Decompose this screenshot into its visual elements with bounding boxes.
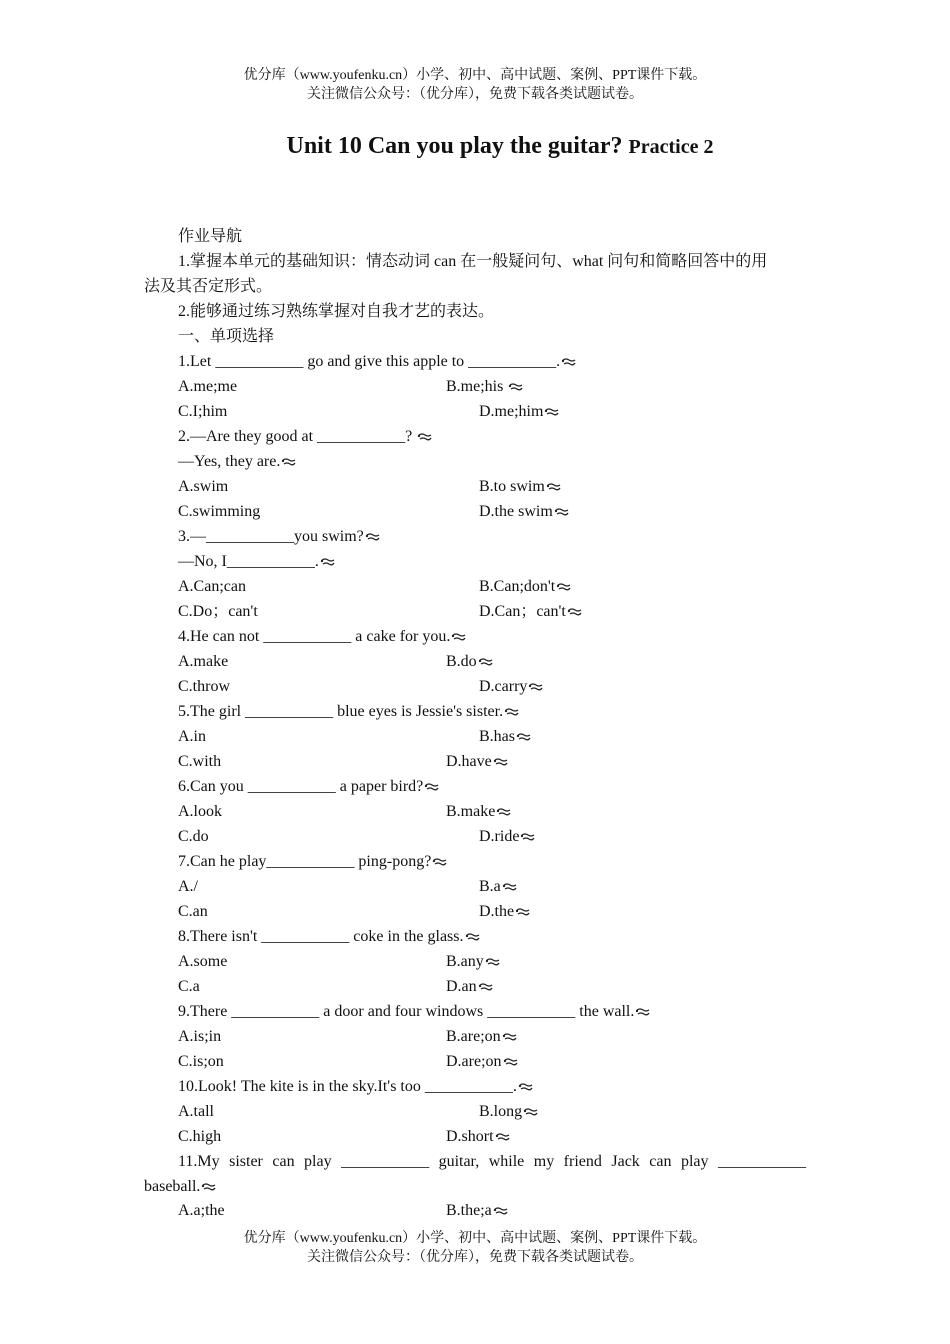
option: B.do xyxy=(446,652,494,672)
option: C.high xyxy=(178,1128,222,1145)
paragraph-mark-icon xyxy=(518,1082,534,1092)
guide-item-1: 1.掌握本单元的基础知识：情态动词 can 在一般疑问句、what 问句和简略回答中的用 xyxy=(178,253,768,270)
paragraph-mark-icon xyxy=(485,957,501,967)
option: A.Can;can xyxy=(178,578,246,595)
option: D.Can；can't xyxy=(479,602,583,622)
option: C.is;on xyxy=(178,1053,224,1070)
page-footer-line-1: 优分库（www.youfenku.cn）小学、初中、高中试题、案例、PPT课件下载。 xyxy=(243,1231,707,1246)
option: B.long xyxy=(479,1102,539,1122)
question-stem: 3.—___________you swim? xyxy=(178,527,381,547)
option: B.to swim xyxy=(479,477,562,497)
question-stem-cont: baseball. xyxy=(144,1177,217,1197)
question-stem: 11.My sister can play ___________ guitar, while my friend Jack can play ___________ xyxy=(178,1153,806,1170)
option: C.throw xyxy=(178,678,230,695)
title-sub: Practice 2 xyxy=(628,136,714,158)
paragraph-mark-icon xyxy=(508,382,524,392)
option: C.a xyxy=(178,978,200,995)
paragraph-mark-icon xyxy=(496,807,512,817)
option: B.Can;don't xyxy=(479,577,572,597)
option: A.is;in xyxy=(178,1028,222,1045)
option: B.any xyxy=(446,952,501,972)
paragraph-mark-icon xyxy=(478,657,494,667)
option: C.swimming xyxy=(178,503,261,520)
paragraph-mark-icon xyxy=(417,432,433,442)
paragraph-mark-icon xyxy=(635,1007,651,1017)
paragraph-mark-icon xyxy=(544,407,560,417)
paragraph-mark-icon xyxy=(201,1182,217,1192)
question-stem: 8.There isn't ___________ coke in the glass. xyxy=(178,927,481,947)
option: B.are;on xyxy=(446,1027,518,1047)
page-footer-line-2: 关注微信公众号：（优分库），免费下载各类试题试卷。 xyxy=(307,1250,643,1265)
paragraph-mark-icon xyxy=(502,882,518,892)
paragraph-mark-icon xyxy=(556,582,572,592)
paragraph-mark-icon xyxy=(451,632,467,642)
option: D.ride xyxy=(479,827,536,847)
paragraph-mark-icon xyxy=(504,707,520,717)
question-stem: 9.There ___________ a door and four windows ___________ the wall. xyxy=(178,1002,651,1022)
option: B.make xyxy=(446,802,512,822)
paragraph-mark-icon xyxy=(503,1057,519,1067)
option: D.me;him xyxy=(479,402,560,422)
guide-heading: 作业导航 xyxy=(178,228,243,245)
question-stem: 4.He can not ___________ a cake for you. xyxy=(178,627,467,647)
paragraph-mark-icon xyxy=(465,932,481,942)
paragraph-mark-icon xyxy=(495,1132,511,1142)
option: C.an xyxy=(178,903,208,920)
paragraph-mark-icon xyxy=(515,907,531,917)
option: D.have xyxy=(446,752,509,772)
paragraph-mark-icon xyxy=(561,357,577,367)
option: A.swim xyxy=(178,478,229,495)
section-heading: 一、单项选择 xyxy=(178,328,275,345)
question-stem: 10.Look! The kite is in the sky.It's too ___________. xyxy=(178,1077,534,1097)
page-header-line-2: 关注微信公众号：（优分库），免费下载各类试题试卷。 xyxy=(307,87,643,102)
paragraph-mark-icon xyxy=(365,532,381,542)
paragraph-mark-icon xyxy=(546,482,562,492)
paragraph-mark-icon xyxy=(520,832,536,842)
option: A.make xyxy=(178,653,229,670)
paragraph-mark-icon xyxy=(528,682,544,692)
option: A.some xyxy=(178,953,228,970)
guide-item-1-cont: 法及其否定形式。 xyxy=(144,278,273,295)
option: A.look xyxy=(178,803,222,820)
option: D.short xyxy=(446,1127,511,1147)
paragraph-mark-icon xyxy=(424,782,440,792)
option: A.tall xyxy=(178,1103,214,1120)
question-stem: 1.Let ___________ go and give this apple to ___________. xyxy=(178,352,577,372)
option: D.an xyxy=(446,977,494,997)
question-stem: 2.—Are they good at ___________? xyxy=(178,427,433,447)
option: A.in xyxy=(178,728,206,745)
option: B.me;his xyxy=(446,377,524,397)
question-stem: 7.Can he play___________ ping-pong? xyxy=(178,852,448,872)
option: D.are;on xyxy=(446,1052,519,1072)
option: A.a;the xyxy=(178,1202,225,1219)
paragraph-mark-icon xyxy=(516,732,532,742)
paragraph-mark-icon xyxy=(478,982,494,992)
page-title xyxy=(0,133,950,160)
option: C.do xyxy=(178,828,209,845)
option: C.I;him xyxy=(178,403,228,420)
question-stem: 5.The girl ___________ blue eyes is Jessie's sister. xyxy=(178,702,520,722)
question-stem-reply: —No, I___________. xyxy=(178,552,336,572)
paragraph-mark-icon xyxy=(432,857,448,867)
title-main: Unit 10 Can you play the guitar? xyxy=(286,133,623,159)
option: D.carry xyxy=(479,677,544,697)
paragraph-mark-icon xyxy=(493,757,509,767)
option: B.a xyxy=(479,877,518,897)
option: B.the;a xyxy=(446,1201,509,1221)
paragraph-mark-icon xyxy=(493,1206,509,1216)
option: C.with xyxy=(178,753,222,770)
question-stem-reply: —Yes, they are. xyxy=(178,452,297,472)
guide-item-2: 2.能够通过练习熟练掌握对自我才艺的表达。 xyxy=(178,303,495,320)
option: A.me;me xyxy=(178,378,238,395)
option: D.the xyxy=(479,902,531,922)
option: A./ xyxy=(178,878,198,895)
option: D.the swim xyxy=(479,502,570,522)
option: C.Do；can't xyxy=(178,603,258,620)
paragraph-mark-icon xyxy=(523,1107,539,1117)
page-header-line-1: 优分库（www.youfenku.cn）小学、初中、高中试题、案例、PPT课件下载。 xyxy=(243,68,707,83)
paragraph-mark-icon xyxy=(567,607,583,617)
paragraph-mark-icon xyxy=(502,1032,518,1042)
paragraph-mark-icon xyxy=(281,457,297,467)
question-stem: 6.Can you ___________ a paper bird? xyxy=(178,777,440,797)
paragraph-mark-icon xyxy=(320,557,336,567)
paragraph-mark-icon xyxy=(554,507,570,517)
option: B.has xyxy=(479,727,532,747)
